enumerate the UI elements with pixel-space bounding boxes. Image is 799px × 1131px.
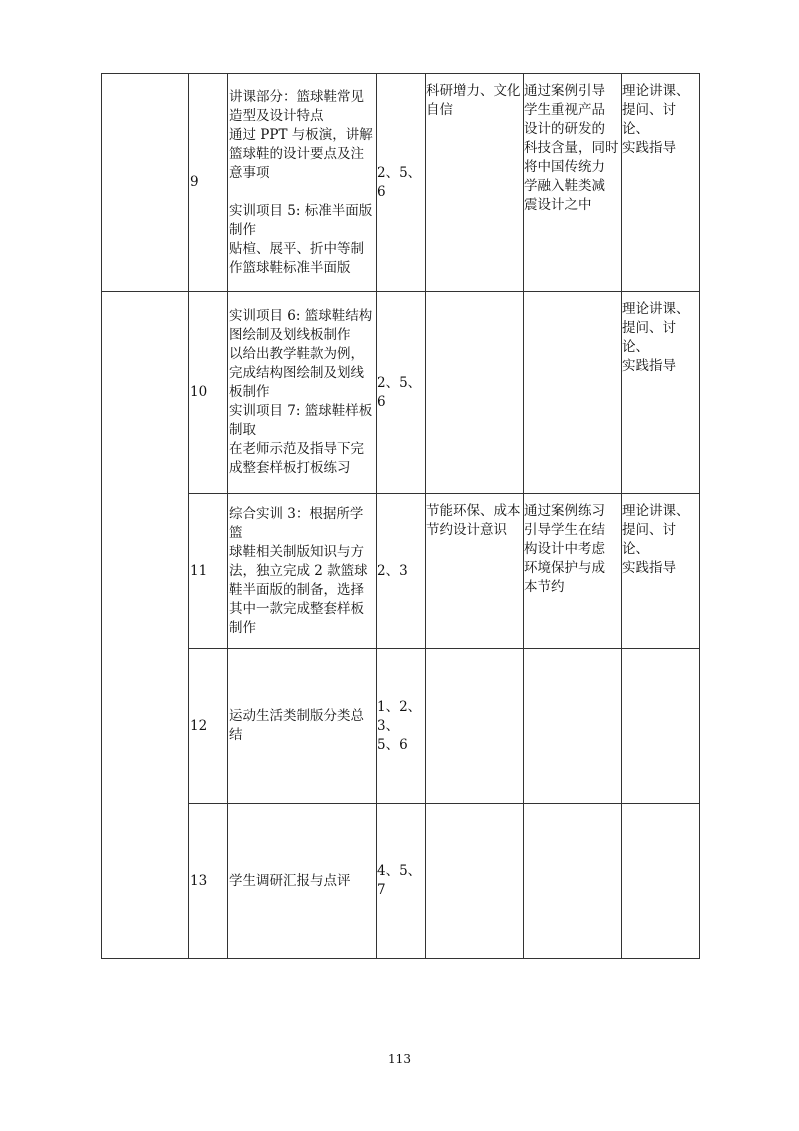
table-row (102, 494, 700, 649)
teaching-method (622, 804, 700, 959)
lesson-number: 10 (189, 292, 228, 494)
week-cell (102, 74, 189, 292)
table-row (102, 74, 700, 292)
page-number: 113 (388, 1052, 411, 1066)
lesson-number: 11 (189, 494, 228, 649)
week-cell (102, 292, 189, 959)
table-row (102, 804, 700, 959)
table-row (102, 292, 700, 494)
course-goals: 4、5、7 (377, 804, 426, 959)
lesson-number: 9 (189, 74, 228, 292)
ideology-element: 节能环保、成本 节约设计意识 (426, 494, 524, 649)
lesson-number: 13 (189, 804, 228, 959)
teaching-method (622, 649, 700, 804)
integration-method: 通过案例练习 引导学生在结 构设计中考虑 环境保护与成 本节约 (524, 494, 622, 649)
integration-method (524, 292, 622, 494)
lesson-content: 运动生活类制版分类总 结 (228, 649, 377, 804)
table-row (102, 649, 700, 804)
integration-method (524, 804, 622, 959)
lesson-content: 学生调研汇报与点评 (228, 804, 377, 959)
teaching-method: 理论讲课、 提问、讨论、 实践指导 (622, 74, 700, 292)
integration-method: 通过案例引导 学生重视产品 设计的研发的 科技含量，同时 将中国传统力 学融入鞋类减 震设计之中 (524, 74, 622, 292)
ideology-element (426, 804, 524, 959)
ideology-element (426, 649, 524, 804)
teaching-method: 理论讲课、 提问、讨论、 实践指导 (622, 494, 700, 649)
teaching-method: 理论讲课、 提问、讨论、 实践指导 (622, 292, 700, 494)
ideology-element: 科研增力、文化 自信 (426, 74, 524, 292)
lesson-number: 12 (189, 649, 228, 804)
lesson-content: 讲课部分：篮球鞋常见 造型及设计特点 通过 PPT 与板演，讲解 篮球鞋的设计要点及注 意事项 实训项目 5: 标准半面版 制作 贴楦、展平、折中等制 作篮球鞋标准半面版 (228, 74, 377, 292)
course-goals: 2、5、6 (377, 292, 426, 494)
course-schedule-table (101, 73, 700, 959)
ideology-element (426, 292, 524, 494)
course-goals: 2、5、6 (377, 74, 426, 292)
integration-method (524, 649, 622, 804)
lesson-content: 实训项目 6: 篮球鞋结构 图绘制及划线板制作 以给出教学鞋款为例， 完成结构图绘制及划线 板制作 实训项目 7: 篮球鞋样板 制取 在老师示范及指导下完 成整套样板打板练习 (228, 292, 377, 494)
course-goals: 1、2、3、 5、6 (377, 649, 426, 804)
course-goals: 2、3 (377, 494, 426, 649)
lesson-content: 综合实训 3：根据所学篮 球鞋相关制版知识与方 法，独立完成 2 款篮球 鞋半面版的制备，选择 其中一款完成整套样板 制作 (228, 494, 377, 649)
